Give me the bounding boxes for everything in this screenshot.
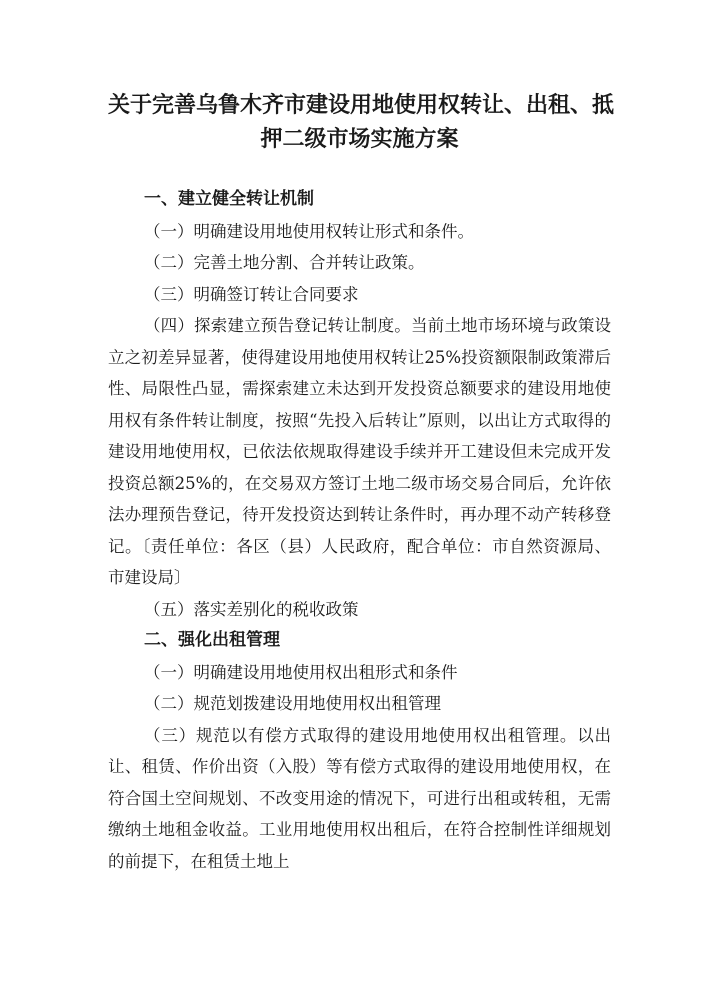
title-line-2: 押二级市场实施方案 — [260, 126, 459, 152]
subheading-allocated-lease: （二）规范划拨建设用地使用权出租管理 — [144, 694, 441, 713]
section-heading-lease: 二、强化出租管理 — [144, 630, 280, 650]
subheading-transfer-form: （一）明确建设用地使用权转让形式和条件。 — [144, 221, 474, 241]
section-heading-transfer: 一、建立健全转让机制 — [144, 189, 314, 209]
title-line-1: 关于完善乌鲁木齐市建设用地使用权转让、出租、抵 — [108, 92, 615, 118]
subheading-land-division: （二）完善土地分割、合并转让政策。 — [144, 253, 425, 272]
paragraph-pre-registration-body: 当前土地市场环境与政策设立之初差异显著，使得建设用地使用权转让25%投资额限制政策滞后性、局限性凸显，需探索建立未达到开发投资总额要求的建设用地使用权有条件转让制度，按照“先投入后转让”原则，以出让方式取得的建设用地使用权，已依法依规取得建设手续并开工建设但未完成开发投资总额25%的，在交易双方签订土地二级市场交易合同后，允许依法办理预告登记，待开发投资达到转让条件时，再办理不动产转移登记。〔责任单位：各区（县）人民政府，配合单位：市自然资源局、市建设局〕 — [108, 316, 612, 587]
subheading-pre-registration: （四）探索建立预告登记转让制度。 — [144, 316, 411, 335]
subheading-transfer-contract: （三）明确签订转让合同要求 — [144, 284, 359, 304]
paragraph-paid-lease — [108, 720, 611, 878]
subheading-lease-form: （一）明确建设用地使用权出租形式和条件 — [144, 662, 458, 682]
subheading-paid-lease: （三）规范以有偿方式取得的建设用地使用权出租管理。 — [144, 725, 578, 745]
paragraph-pre-registration — [108, 310, 611, 594]
document-body — [108, 184, 611, 877]
subheading-tax-policy: （五）落实差别化的税收政策 — [144, 599, 359, 619]
paragraph-paid-lease-body: 以出让、租赁、作价出资（入股）等有偿方式取得的建设用地使用权，在符合国土空间规划、不改变用途的情况下，可进行出租或转租，无需缴纳土地租金收益。工业用地使用权出租后，在符合控制性详细规划的前提下，在租赁土地上 — [108, 725, 612, 871]
document-title — [108, 88, 615, 156]
